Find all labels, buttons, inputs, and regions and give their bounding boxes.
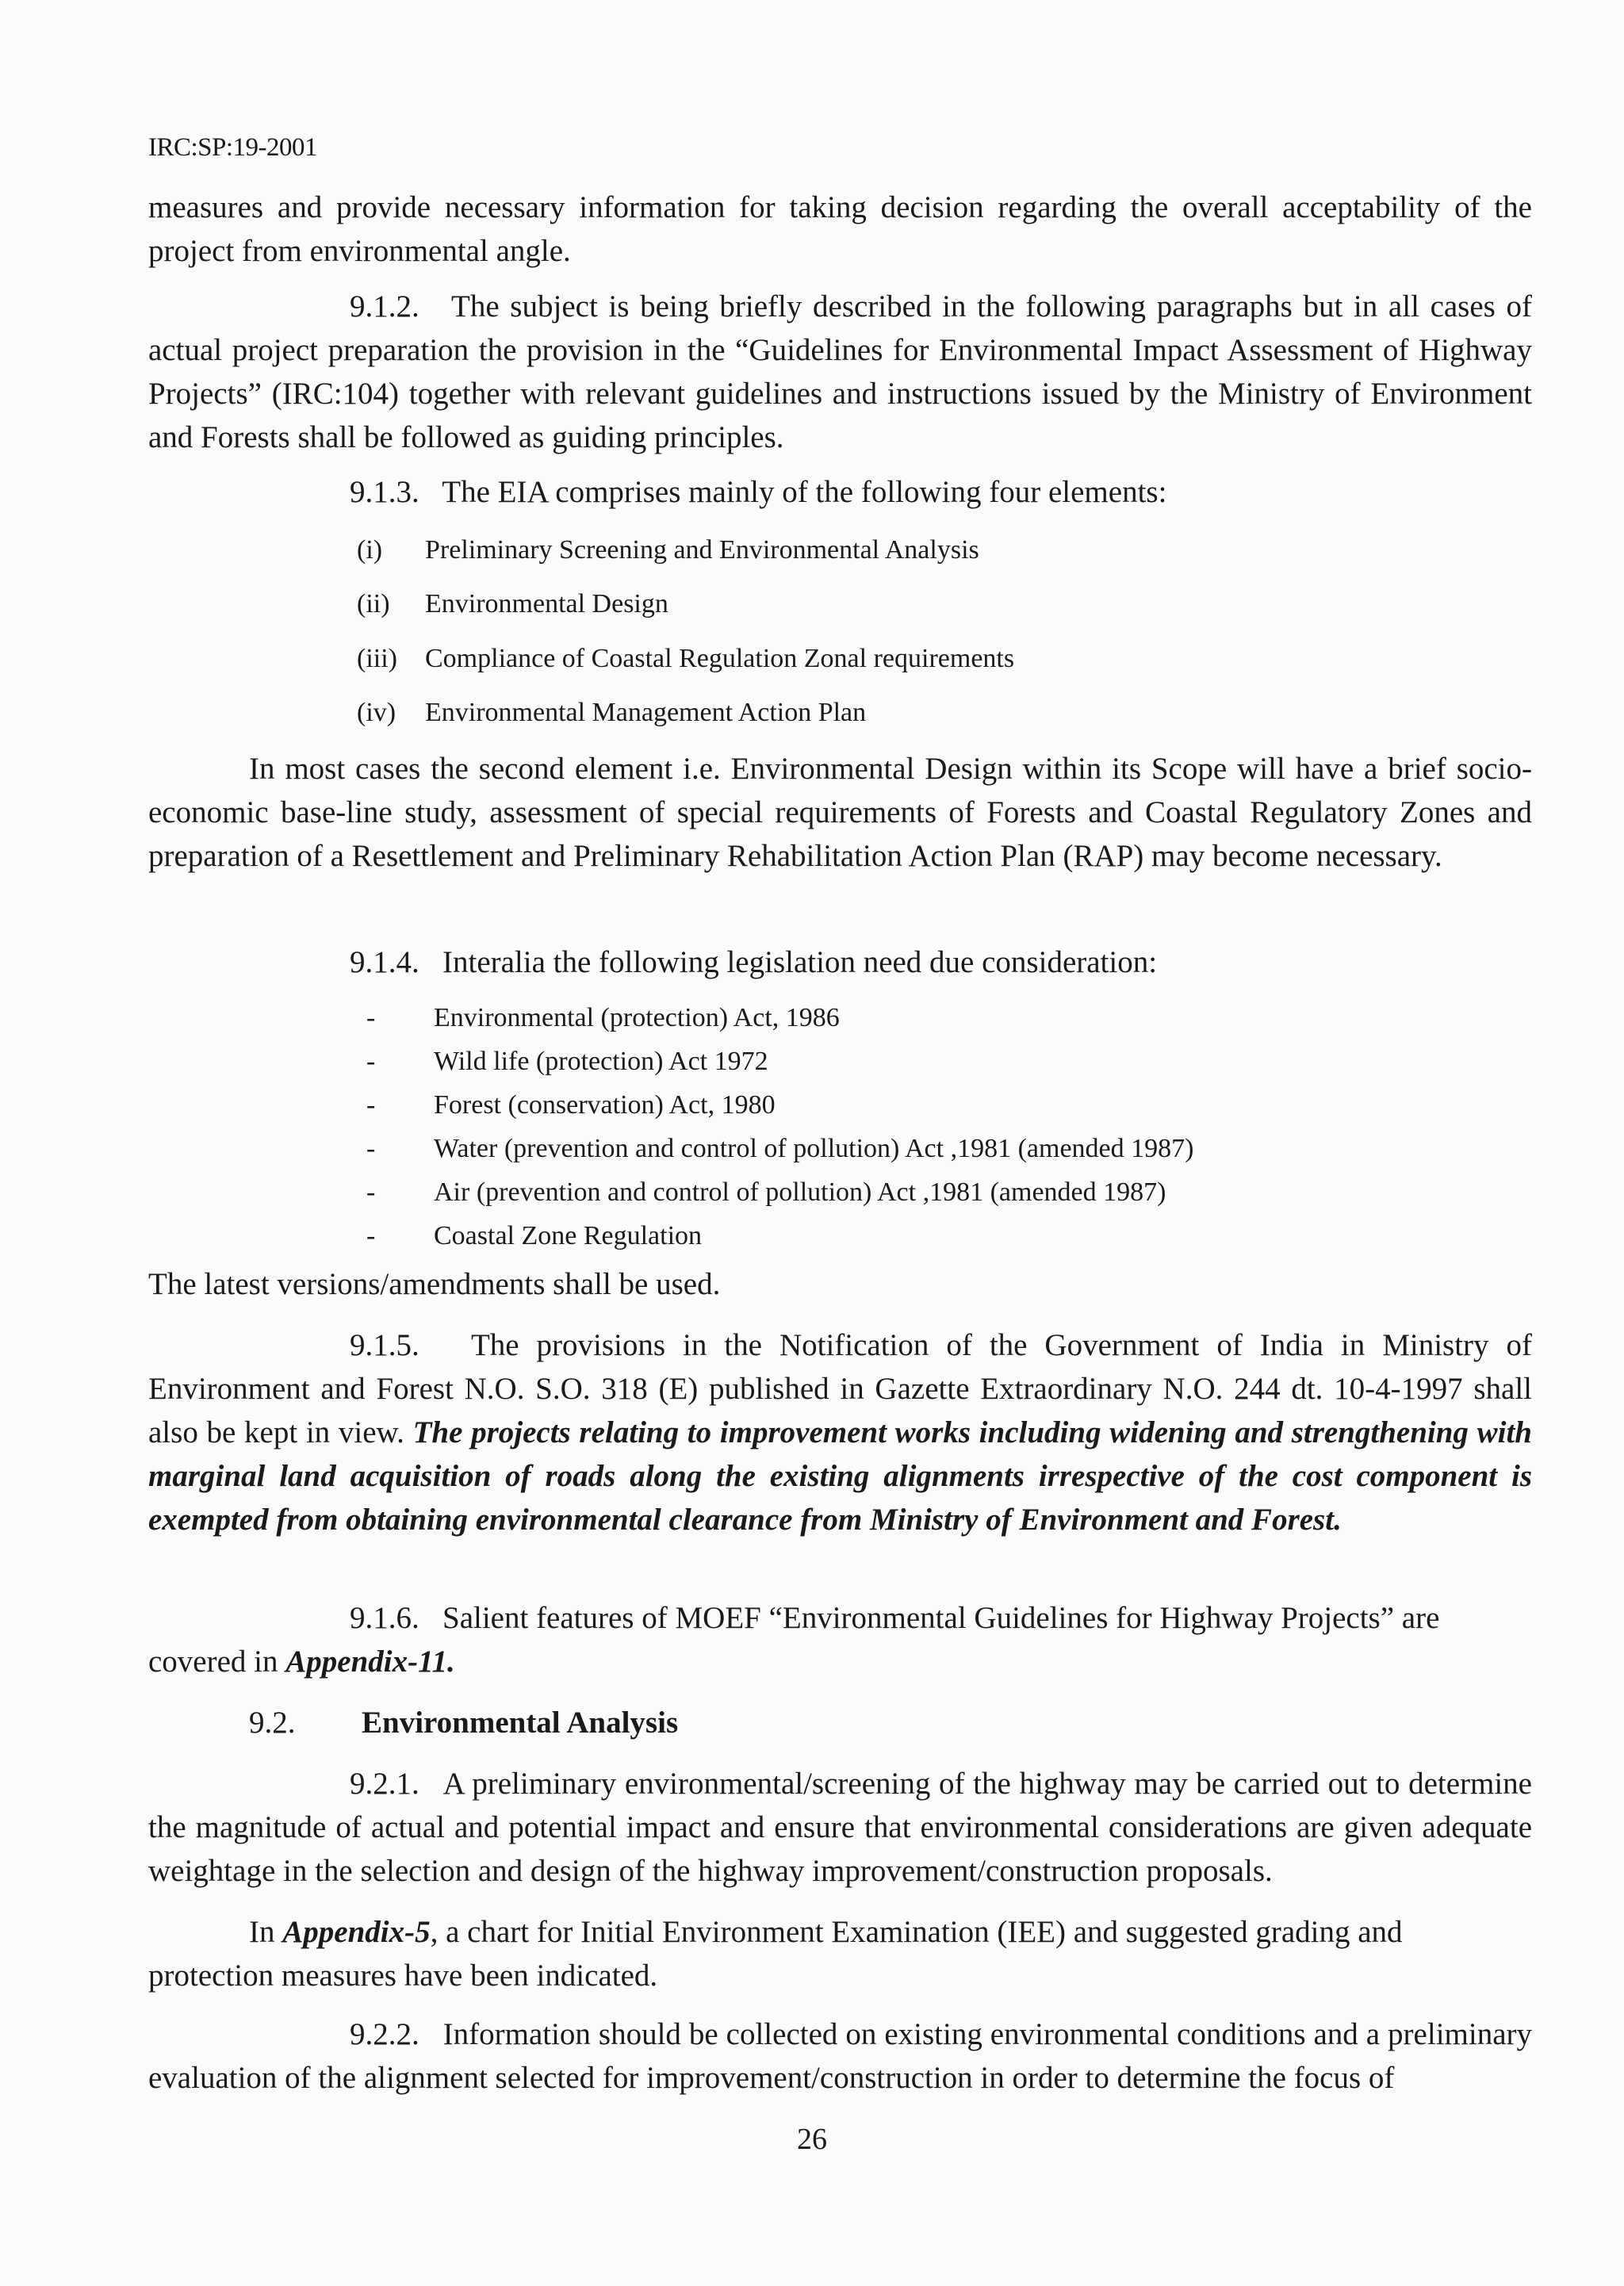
list-item-text: Forest (conservation) Act, 1980: [434, 1090, 776, 1120]
paragraph-most-cases: In most cases the second element i.e. Environmental Design within its Scope will have a brief socio-economic base-line study, assessment of special requirements of Forests and Coastal Regulatory Zones and preparation of a Resettlement and Preliminary Rehabilitation Action Plan (RAP) may become necessary.: [148, 752, 1532, 873]
paragraph-9-1-2: [148, 285, 1532, 459]
list-item-number: (i): [357, 535, 383, 565]
list-item: [357, 643, 1014, 675]
section-number: 9.1.5.: [350, 1328, 419, 1362]
section-number: 9.2.: [249, 1706, 296, 1740]
list-item-text: Environmental Management Action Plan: [425, 698, 867, 727]
paragraph-lead: In: [249, 1915, 275, 1949]
list-item-number: (iii): [357, 644, 397, 673]
paragraph-appendix-5: [148, 1910, 1532, 1997]
section-title: Environmental Analysis: [362, 1706, 679, 1740]
list-item: [366, 1133, 1193, 1165]
list-item: [357, 697, 866, 729]
list-item-text: Environmental (protection) Act, 1986: [434, 1003, 840, 1032]
list-item: [366, 1177, 1166, 1208]
list-item-text: Wild life (protection) Act 1972: [434, 1047, 768, 1076]
section-number: 9.1.4.: [350, 945, 419, 979]
section-emphasis: The projects relating to improvement works including widening and strengthening with marginal land acquisition of roads along the existing alignments irrespective of the cost component is exempted from obtaining environmental clearance from Ministry of Environment and Forest.: [148, 1415, 1532, 1537]
list-item: [366, 1220, 702, 1252]
section-number: 9.2.2.: [350, 2017, 419, 2051]
list-item-text: Air (prevention and control of pollution) Act ,1981 (amended 1987): [434, 1177, 1166, 1207]
list-item: [366, 1002, 840, 1034]
paragraph-9-1-3: [148, 470, 1532, 514]
list-dash: -: [366, 1047, 376, 1076]
page-number: 26: [797, 2123, 827, 2156]
section-text: A preliminary environmental/screening of the highway may be carried out to determine the magnitude of actual and potential impact and ensure that environmental considerations are given adequate weightage in the selection and design of the highway improvement/construction proposals.: [148, 1767, 1532, 1888]
section-number: 9.1.6.: [350, 1601, 419, 1635]
paragraph-9-2-1: [148, 1762, 1532, 1893]
list-item: [366, 1046, 768, 1078]
section-text: The EIA comprises mainly of the following four elements:: [442, 475, 1167, 509]
list-item: [366, 1089, 776, 1121]
list-item: [357, 534, 979, 566]
section-number: 9.1.3.: [350, 475, 419, 509]
list-dash: -: [366, 1134, 376, 1163]
section-heading-9-2: [249, 1701, 678, 1744]
list-dash: -: [366, 1003, 376, 1032]
paragraph-text: , a chart for Initial Environment Examination (IEE) and suggested grading and protection measures have been indicated.: [148, 1915, 1403, 1993]
list-dash: -: [366, 1221, 376, 1250]
list-item-text: Compliance of Coastal Regulation Zonal requirements: [425, 644, 1015, 673]
section-number: 9.2.1.: [350, 1767, 419, 1801]
section-text: The subject is being briefly described in the following paragraphs but in all cases of actual project preparation the provision in the “Guidelines for Environmental Impact Assessment of Highway Projects” (IRC:104) together with relevant guidelines and instructions issued by the Ministry of Environment and Forests shall be followed as guiding principles.: [148, 289, 1532, 454]
paragraph-latest-versions: The latest versions/amendments shall be used.: [148, 1267, 721, 1301]
section-text: Information should be collected on existing environmental conditions and a preliminary evaluation of the alignment selected for improvement/construction in order to determine the focus of: [148, 2017, 1532, 2095]
list-item-number: (iv): [357, 698, 396, 727]
list-item: [357, 588, 668, 620]
list-item-text: Preliminary Screening and Environmental Analysis: [425, 535, 979, 565]
list-dash: -: [366, 1177, 376, 1207]
list-item-number: (ii): [357, 589, 390, 618]
appendix-reference: Appendix-11.: [285, 1645, 455, 1679]
section-text: Interalia the following legislation need due consideration:: [442, 945, 1158, 979]
paragraph-intro: measures and provide necessary information for taking decision regarding the overall acceptability of the project from environmental angle.: [148, 190, 1532, 268]
list-item-text: Water (prevention and control of pollution) Act ,1981 (amended 1987): [434, 1134, 1194, 1163]
section-text: Salient features of MOEF “Environmental Guidelines for Highway Projects” are covered in: [148, 1601, 1440, 1679]
paragraph-9-1-5: [148, 1323, 1532, 1541]
appendix-reference: Appendix-5: [282, 1915, 431, 1949]
paragraph-9-2-2: [148, 2012, 1532, 2100]
list-item-text: Environmental Design: [425, 589, 668, 618]
paragraph-9-1-6: [148, 1596, 1532, 1683]
paragraph-9-1-4: [148, 940, 1532, 984]
section-number: 9.1.2.: [350, 289, 419, 324]
list-dash: -: [366, 1090, 376, 1120]
list-item-text: Coastal Zone Regulation: [434, 1221, 703, 1250]
document-code-header: IRC:SP:19-2001: [148, 133, 318, 162]
section-text: The provisions in the Notification of the Government of India in Ministry of Environment and Forest N.O. S.O. 318 (E) published in Gazette Extraordinary N.O. 244 dt. 10-4-1997 shall also be kept in view.: [148, 1328, 1532, 1449]
